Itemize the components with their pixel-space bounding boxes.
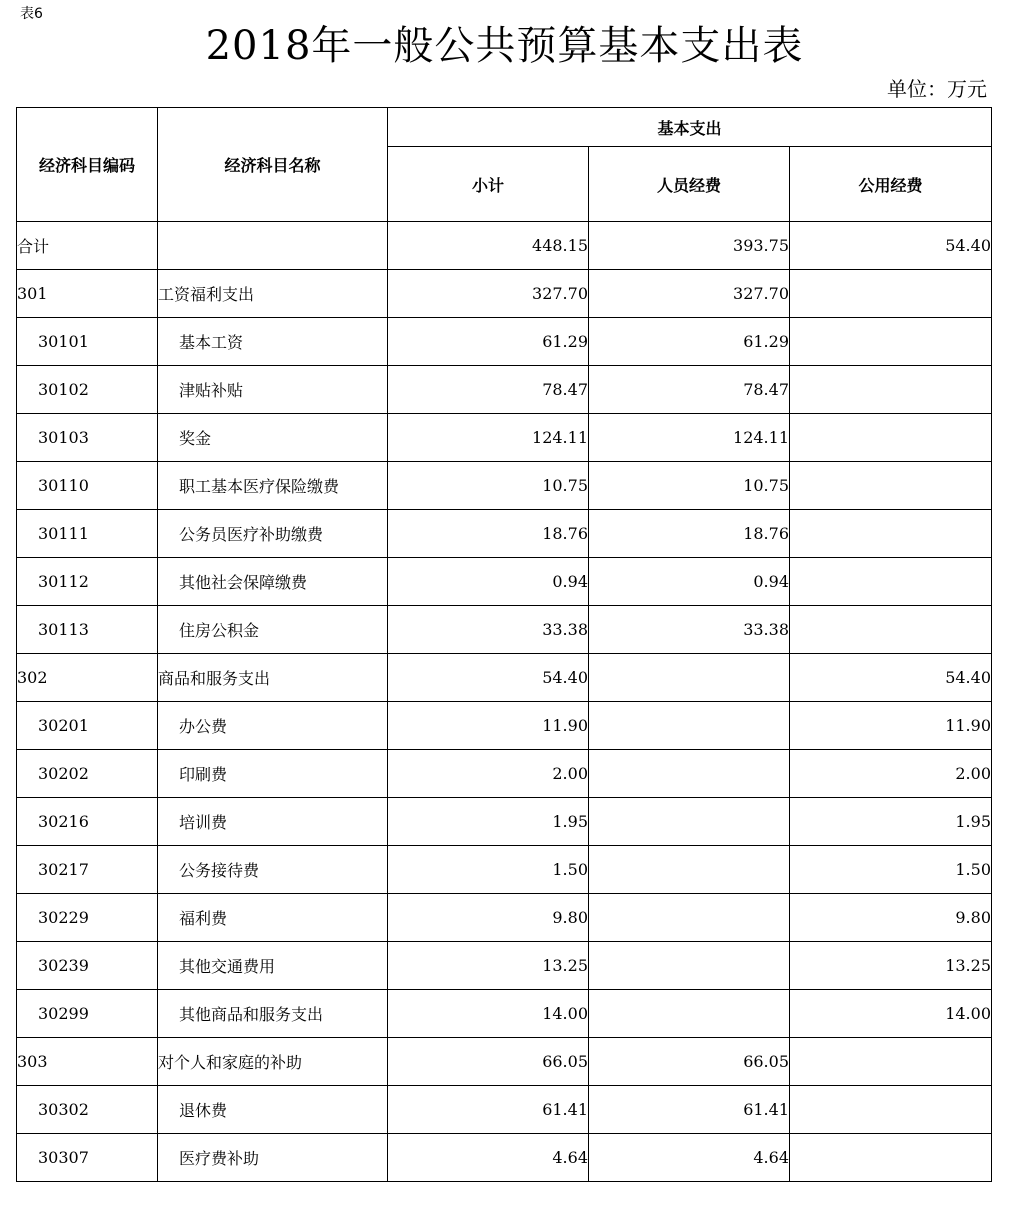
personnel-cell: 33.38 — [589, 606, 790, 654]
code-cell: 30217 — [17, 846, 158, 894]
personnel-cell: 327.70 — [589, 270, 790, 318]
code-cell: 30112 — [17, 558, 158, 606]
header-name: 经济科目名称 — [158, 108, 388, 222]
personnel-cell: 4.64 — [589, 1134, 790, 1182]
subtotal-cell: 1.50 — [388, 846, 589, 894]
public-cell — [790, 1038, 992, 1086]
personnel-cell: 10.75 — [589, 462, 790, 510]
name-cell: 办公费 — [158, 702, 388, 750]
name-cell: 培训费 — [158, 798, 388, 846]
subtotal-cell: 0.94 — [388, 558, 589, 606]
table-row — [17, 606, 992, 654]
personnel-cell — [589, 654, 790, 702]
public-cell — [790, 606, 992, 654]
public-cell — [790, 366, 992, 414]
code-cell: 30216 — [17, 798, 158, 846]
public-cell — [790, 462, 992, 510]
table-row — [17, 798, 992, 846]
name-cell: 对个人和家庭的补助 — [158, 1038, 388, 1086]
code-cell: 30299 — [17, 990, 158, 1038]
subtotal-cell: 11.90 — [388, 702, 589, 750]
subtotal-cell: 10.75 — [388, 462, 589, 510]
public-cell — [790, 1134, 992, 1182]
unit-label: 单位：万元 — [887, 77, 987, 101]
personnel-cell: 18.76 — [589, 510, 790, 558]
name-cell: 工资福利支出 — [158, 270, 388, 318]
public-cell: 54.40 — [790, 654, 992, 702]
public-cell: 9.80 — [790, 894, 992, 942]
public-cell: 11.90 — [790, 702, 992, 750]
table-row — [17, 990, 992, 1038]
name-cell: 住房公积金 — [158, 606, 388, 654]
name-cell: 其他交通费用 — [158, 942, 388, 990]
code-cell: 30102 — [17, 366, 158, 414]
name-cell — [158, 222, 388, 270]
code-cell: 30111 — [17, 510, 158, 558]
personnel-cell — [589, 750, 790, 798]
table-row — [17, 558, 992, 606]
table-row — [17, 270, 992, 318]
personnel-cell — [589, 894, 790, 942]
subtotal-cell: 448.15 — [388, 222, 589, 270]
table-row — [17, 846, 992, 894]
name-cell: 其他商品和服务支出 — [158, 990, 388, 1038]
table-row — [17, 510, 992, 558]
personnel-cell: 393.75 — [589, 222, 790, 270]
code-cell: 30202 — [17, 750, 158, 798]
public-cell: 54.40 — [790, 222, 992, 270]
table-body — [17, 222, 992, 1182]
public-cell — [790, 318, 992, 366]
table-row — [17, 894, 992, 942]
code-cell: 30302 — [17, 1086, 158, 1134]
public-cell — [790, 270, 992, 318]
table-row — [17, 318, 992, 366]
subtotal-cell: 66.05 — [388, 1038, 589, 1086]
subtotal-cell: 9.80 — [388, 894, 589, 942]
header-public: 公用经费 — [790, 147, 992, 222]
personnel-cell — [589, 702, 790, 750]
code-cell: 30307 — [17, 1134, 158, 1182]
code-cell: 30103 — [17, 414, 158, 462]
table-row — [17, 1134, 992, 1182]
name-cell: 印刷费 — [158, 750, 388, 798]
code-cell: 30101 — [17, 318, 158, 366]
name-cell: 福利费 — [158, 894, 388, 942]
personnel-cell: 124.11 — [589, 414, 790, 462]
table-row — [17, 1086, 992, 1134]
table-row — [17, 942, 992, 990]
table-row — [17, 702, 992, 750]
public-cell — [790, 510, 992, 558]
public-cell — [790, 414, 992, 462]
table-row — [17, 654, 992, 702]
name-cell: 职工基本医疗保险缴费 — [158, 462, 388, 510]
public-cell: 1.95 — [790, 798, 992, 846]
subtotal-cell: 327.70 — [388, 270, 589, 318]
personnel-cell — [589, 798, 790, 846]
public-cell — [790, 558, 992, 606]
header-code: 经济科目编码 — [17, 108, 158, 222]
personnel-cell — [589, 846, 790, 894]
personnel-cell: 61.41 — [589, 1086, 790, 1134]
table-row — [17, 1038, 992, 1086]
subtotal-cell: 61.29 — [388, 318, 589, 366]
personnel-cell — [589, 942, 790, 990]
table-number-label: 表6 — [20, 6, 43, 22]
personnel-cell: 0.94 — [589, 558, 790, 606]
page-title: 2018年一般公共预算基本支出表 — [205, 23, 804, 69]
table-row — [17, 222, 992, 270]
table-row — [17, 366, 992, 414]
code-cell: 303 — [17, 1038, 158, 1086]
name-cell: 退休费 — [158, 1086, 388, 1134]
header-subtotal: 小计 — [388, 147, 589, 222]
subtotal-cell: 18.76 — [388, 510, 589, 558]
subtotal-cell: 33.38 — [388, 606, 589, 654]
code-cell: 30201 — [17, 702, 158, 750]
name-cell: 其他社会保障缴费 — [158, 558, 388, 606]
public-cell: 14.00 — [790, 990, 992, 1038]
table-row — [17, 750, 992, 798]
subtotal-cell: 54.40 — [388, 654, 589, 702]
name-cell: 医疗费补助 — [158, 1134, 388, 1182]
code-cell: 30113 — [17, 606, 158, 654]
code-cell: 30239 — [17, 942, 158, 990]
public-cell: 13.25 — [790, 942, 992, 990]
personnel-cell: 78.47 — [589, 366, 790, 414]
personnel-cell: 66.05 — [589, 1038, 790, 1086]
code-cell: 30229 — [17, 894, 158, 942]
subtotal-cell: 1.95 — [388, 798, 589, 846]
name-cell: 商品和服务支出 — [158, 654, 388, 702]
public-cell: 1.50 — [790, 846, 992, 894]
budget-table — [16, 107, 992, 1182]
subtotal-cell: 4.64 — [388, 1134, 589, 1182]
public-cell: 2.00 — [790, 750, 992, 798]
name-cell: 津贴补贴 — [158, 366, 388, 414]
subtotal-cell: 2.00 — [388, 750, 589, 798]
subtotal-cell: 124.11 — [388, 414, 589, 462]
personnel-cell — [589, 990, 790, 1038]
code-cell: 302 — [17, 654, 158, 702]
subtotal-cell: 14.00 — [388, 990, 589, 1038]
name-cell: 基本工资 — [158, 318, 388, 366]
name-cell: 奖金 — [158, 414, 388, 462]
header-basic-expenditure: 基本支出 — [388, 108, 992, 147]
table-row — [17, 462, 992, 510]
code-cell: 30110 — [17, 462, 158, 510]
table-row — [17, 414, 992, 462]
public-cell — [790, 1086, 992, 1134]
subtotal-cell: 61.41 — [388, 1086, 589, 1134]
total-label-cell: 合计 — [17, 222, 158, 270]
subtotal-cell: 78.47 — [388, 366, 589, 414]
name-cell: 公务员医疗补助缴费 — [158, 510, 388, 558]
code-cell: 301 — [17, 270, 158, 318]
personnel-cell: 61.29 — [589, 318, 790, 366]
header-personnel: 人员经费 — [589, 147, 790, 222]
subtotal-cell: 13.25 — [388, 942, 589, 990]
name-cell: 公务接待费 — [158, 846, 388, 894]
